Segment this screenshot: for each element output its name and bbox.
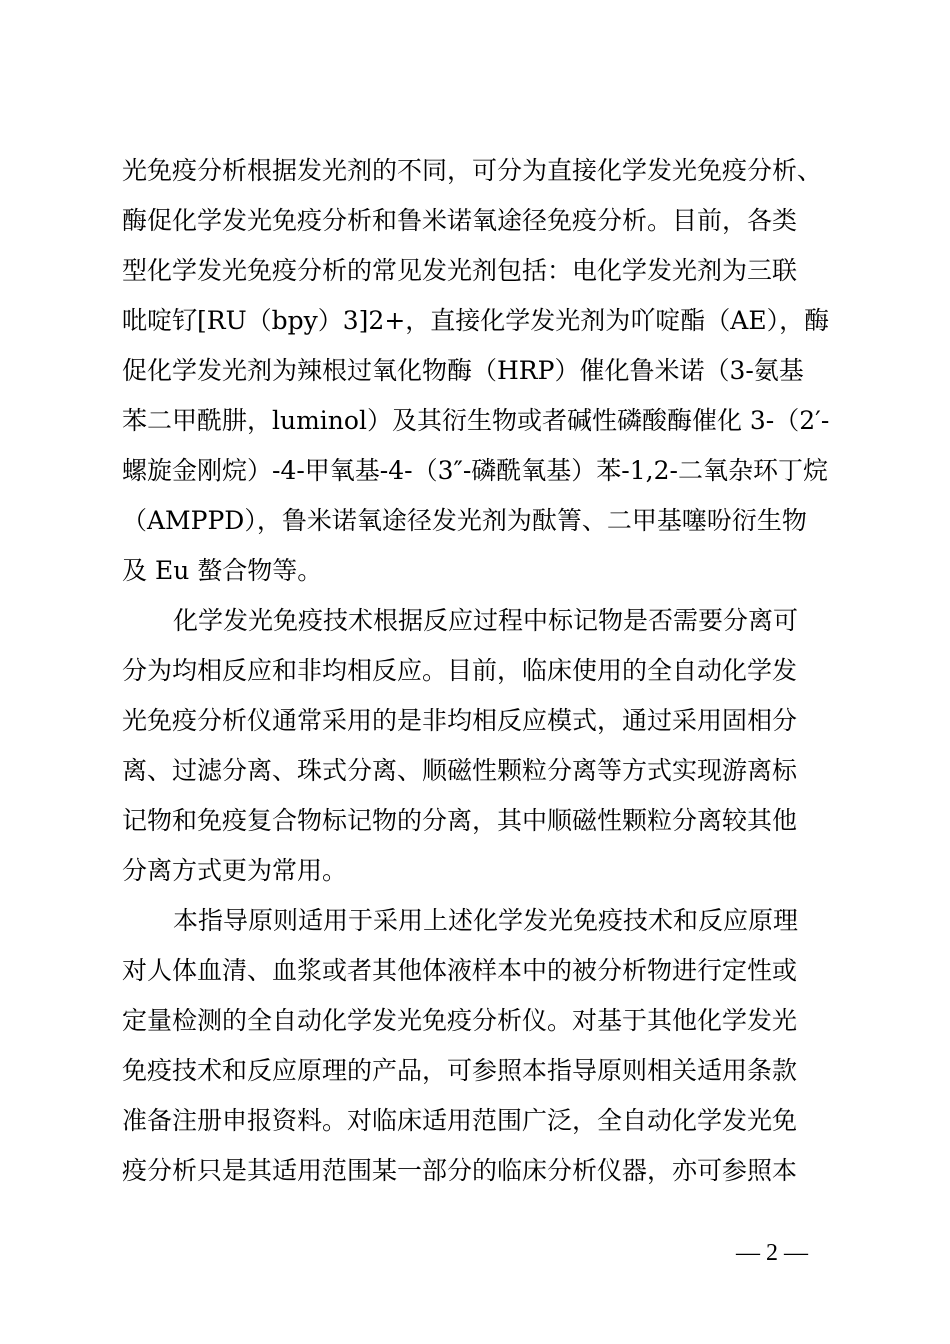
text-line: 化学发光免疫技术根据反应过程中标记物是否需要分离可 [173,606,799,635]
text-line: 光免疫分析根据发光剂的不同，可分为直接化学发光免疫分析、 [122,156,823,185]
text-line: 苯二甲酰肼，luminol）及其衍生物或者碱性磷酸酶催化 3-（2′- [122,406,830,435]
paragraph-1 [122,146,836,596]
text-line: 促化学发光剂为辣根过氧化物酶（HRP）催化鲁米诺（3-氨基 [122,356,804,385]
text-line: 分为均相反应和非均相反应。目前，临床使用的全自动化学发 [122,656,798,685]
text-line: 吡啶钌[RU（bpy）3]2+，直接化学发光剂为吖啶酯（AE），酶 [122,306,830,335]
text-line: 离、过滤分离、珠式分离、顺磁性颗粒分离等方式实现游离标 [122,756,798,785]
body-text [122,146,836,1196]
text-line: 准备注册申报资料。对临床适用范围广泛，全自动化学发光免 [122,1106,798,1135]
text-line: 光免疫分析仪通常采用的是非均相反应模式，通过采用固相分 [122,706,798,735]
text-line: 免疫技术和反应原理的产品，可参照本指导原则相关适用条款 [122,1056,798,1085]
text-line: 定量检测的全自动化学发光免疫分析仪。对基于其他化学发光 [122,1006,798,1035]
text-line: 本指导原则适用于采用上述化学发光免疫技术和反应原理 [173,906,799,935]
text-line: 及 Eu 螯合物等。 [122,556,323,585]
page-number: — 2 — [736,1240,808,1266]
text-line: 型化学发光免疫分析的常见发光剂包括：电化学发光剂为三联 [122,256,798,285]
text-line: 记物和免疫复合物标记物的分离，其中顺磁性颗粒分离较其他 [122,806,798,835]
text-line: （AMPPD），鲁米诺氧途径发光剂为酞箐、二甲基噻吩衍生物 [122,506,807,535]
text-line: 对人体血清、血浆或者其他体液样本中的被分析物进行定性或 [122,956,798,985]
paragraph-3 [122,896,836,1196]
text-line: 疫分析只是其适用范围某一部分的临床分析仪器，亦可参照本 [122,1156,798,1185]
text-line: 酶促化学发光免疫分析和鲁米诺氧途径免疫分析。目前，各类 [122,206,798,235]
paragraph-2 [122,596,836,896]
text-line: 螺旋金刚烷）-4-甲氧基-4-（3″-磷酰氧基）苯-1,2-二氧杂环丁烷 [122,456,828,485]
text-line: 分离方式更为常用。 [122,856,348,885]
